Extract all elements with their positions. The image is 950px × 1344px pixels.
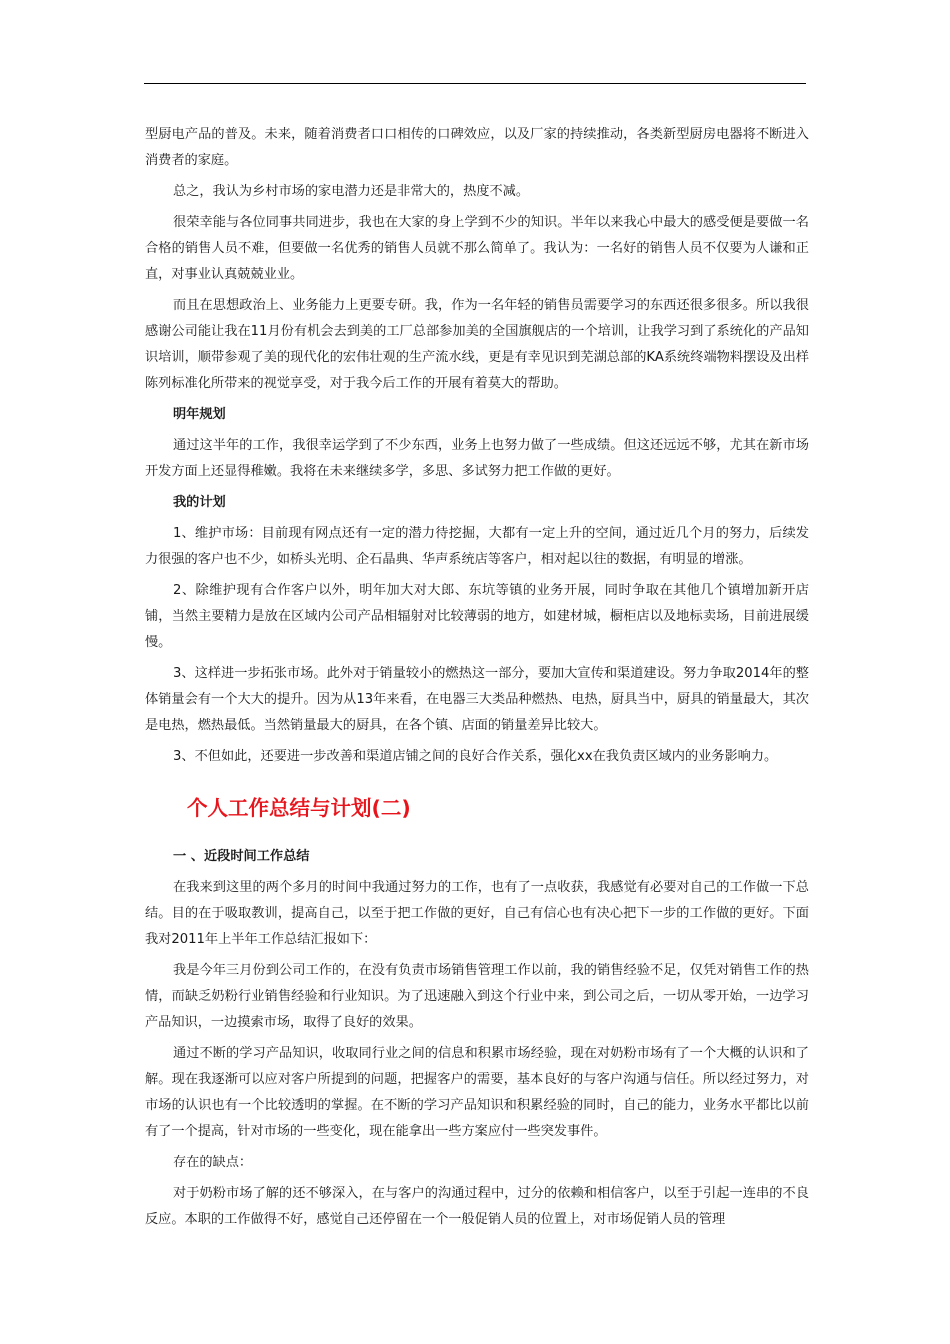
- paragraph-next-year: 通过这半年的工作，我很幸运学到了不少东西，业务上也努力做了一些成绩。但这还远远不够，尤其在新市场开发方面上还显得稚嫩。我将在未来继续多学，多思、多试努力把工作做的更好。: [145, 438, 809, 479]
- document-body: [145, 122, 809, 1238]
- plan-item: 3、不但如此，还要进一步改善和渠道店铺之间的良好合作关系，强化xx在我负责区域内的业务影响力。: [173, 749, 778, 764]
- section2-paragraph: 存在的缺点：: [173, 1155, 253, 1170]
- plan-item: 2、除维护现有合作客户以外，明年加大对大郎、东坑等镇的业务开展，同时争取在其他几个镇增加新开店铺，当然主要精力是放在区域内公司产品相辐射对比较薄弱的地方，如建材城，橱柜店以及地标卖场，目前进展缓慢。: [145, 583, 809, 650]
- section2-paragraph: 对于奶粉市场了解的还不够深入，在与客户的沟通过程中，过分的依赖和相信客户，以至于引起一连串的不良反应。本职的工作做得不好，感觉自己还停留在一个一般促销人员的位置上，对市场促销人员的管理: [145, 1186, 809, 1227]
- paragraph-intro-continuation: 型厨电产品的普及。未来，随着消费者口口相传的口碑效应，以及厂家的持续推动，各类新型厨房电器将不断进入消费者的家庭。: [145, 127, 809, 168]
- plan-item: 3、这样进一步拓张市场。此外对于销量较小的燃热这一部分，要加大宣传和渠道建设。努力争取2014年的整体销量会有一个大大的提升。因为从13年来看，在电器三大类品种燃热、电热，厨具当中，厨具的销量最大，其次是电热，燃热最低。当然销量最大的厨具，在各个镇、店面的销量差异比较大。: [145, 666, 809, 733]
- heading-next-year-plan: 明年规划: [173, 407, 226, 422]
- subsection-heading: 一 、近段时间工作总结: [173, 849, 310, 864]
- plan-item: 1、维护市场：目前现有网点还有一定的潜力待挖掘，大都有一定上升的空间，通过近几个月的努力，后续发力很强的客户也不少，如桥头光明、企石晶典、华声系统店等客户，相对起以往的数据，有明显的增涨。: [145, 526, 809, 567]
- header-rule: [144, 83, 806, 84]
- paragraph-summary: 总之，我认为乡村市场的家电潜力还是非常大的，热度不减。: [173, 184, 530, 199]
- section2-paragraph: 我是今年三月份到公司工作的，在没有负责市场销售管理工作以前，我的销售经验不足，仅凭对销售工作的热情，而缺乏奶粉行业销售经验和行业知识。为了迅速融入到这个行业中来，到公司之后，一切从零开始，一边学习产品知识，一边摸索市场，取得了良好的效果。: [145, 963, 809, 1030]
- section-title: 个人工作总结与计划(二): [187, 796, 411, 820]
- paragraph-colleagues: 很荣幸能与各位同事共同进步，我也在大家的身上学到不少的知识。半年以来我心中最大的感受便是要做一名合格的销售人员不难，但要做一名优秀的销售人员就不那么简单了。我认为：一名好的销售人员不仅要为人谦和正直，对事业认真兢兢业业。: [145, 215, 809, 282]
- section2-paragraph: 通过不断的学习产品知识，收取同行业之间的信息和积累市场经验，现在对奶粉市场有了一个大概的认识和了解。现在我逐渐可以应对客户所提到的问题，把握客户的需要，基本良好的与客户沟通与信任。所以经过努力，对市场的认识也有一个比较透明的掌握。在不断的学习产品知识和积累经验的同时，自己的能力，业务水平都比以前有了一个提高，针对市场的一些变化，现在能拿出一些方案应付一些突发事件。: [145, 1046, 809, 1139]
- section2-paragraph: 在我来到这里的两个多月的时间中我通过努力的工作，也有了一点收获，我感觉有必要对自己的工作做一下总结。目的在于吸取教训，提高自己，以至于把工作做的更好，自己有信心也有决心把下一步的工作做的更好。下面我对2011年上半年工作总结汇报如下：: [145, 880, 809, 947]
- heading-my-plan: 我的计划: [173, 495, 226, 510]
- paragraph-training: 而且在思想政治上、业务能力上更要专研。我，作为一名年轻的销售员需要学习的东西还很多很多。所以我很感谢公司能让我在11月份有机会去到美的工厂总部参加美的全国旗舰店的一个培训，让我学习到了系统化的产品知识培训，顺带参观了美的现代化的宏伟壮观的生产流水线，更是有幸见识到芜湖总部的KA系统终端物料摆设及出样陈列标准化所带来的视觉享受，对于我今后工作的开展有着莫大的帮助。: [145, 298, 809, 391]
